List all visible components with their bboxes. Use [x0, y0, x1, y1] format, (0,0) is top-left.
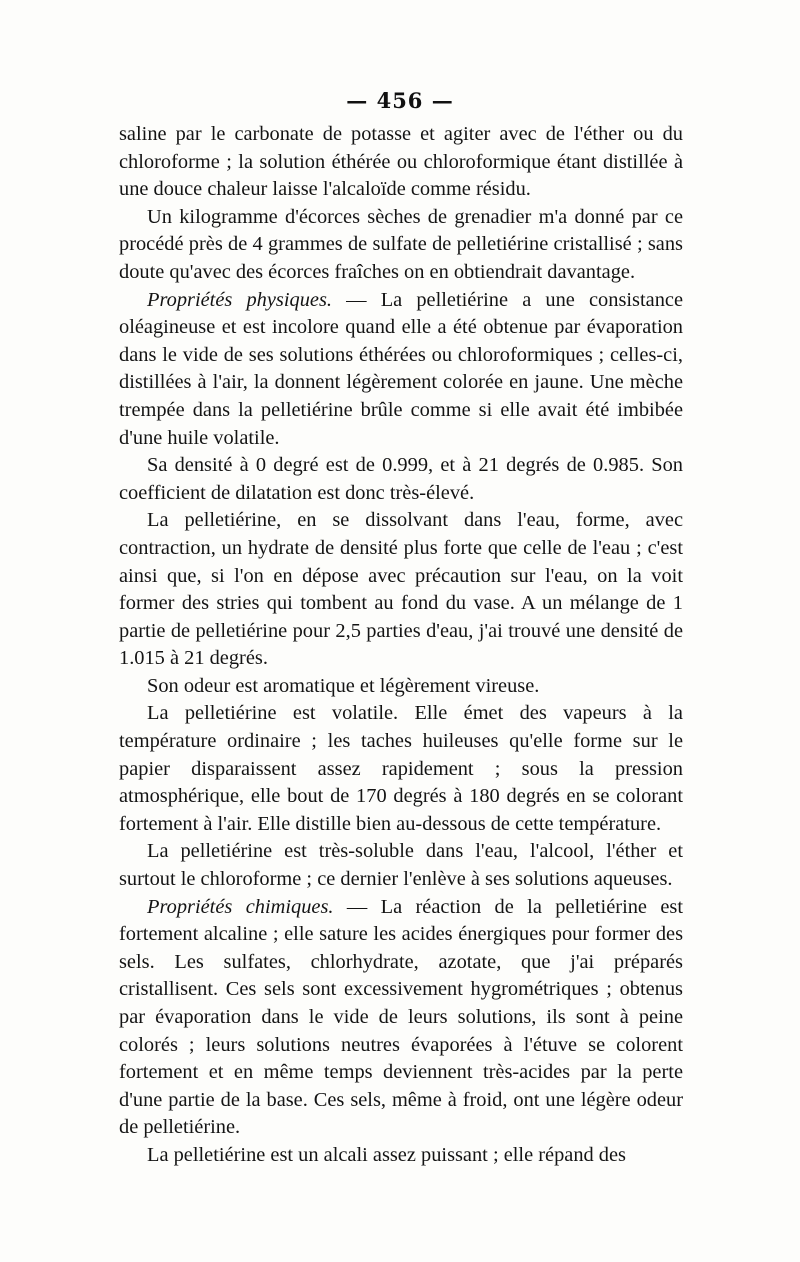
paragraph [119, 894, 683, 1142]
paragraph-text: Un kilogramme d'écorces sèches de grenadier m'a donné par ce procédé près de 4 grammes de sulfate de pelletiérine cristallisé ; sans doute qu'avec des écorces fraîches on en obtiendrait davantage. [119, 205, 683, 283]
section-heading-chemical-properties: Propriétés chimiques. [147, 895, 334, 918]
section-heading-physical-properties: Propriétés physiques. [147, 288, 332, 311]
paragraph [119, 287, 683, 453]
paragraph-text: La pelletiérine est très-soluble dans l'eau, l'alcool, l'éther et surtout le chloroforme ; ce dernier l'enlève à ses solutions aqueuses. [119, 840, 683, 891]
paragraph-text: Sa densité à 0 degré est de 0.999, et à 21 degrés de 0.985. Son coefficient de dilatation est donc très-élevé. [119, 454, 683, 504]
paragraph-text: La pelletiérine est un alcali assez puissant ; elle répand des [147, 1143, 626, 1166]
paragraph [119, 452, 683, 507]
paragraph-text: — La pelletiérine a une consistance oléagineuse et est incolore quand elle a été obtenue par évaporation dans le vide de ses solutions éthérées ou chloroformiques ; celles-ci, distillées à l'air, la donnent légèrement colorée en jaune. Une mèche trempée dans la pelletiérine brûle comme si elle avait été imbibée d'une huile volatile. [119, 288, 683, 449]
paragraph [119, 507, 683, 673]
paragraph-text: La pelletiérine, en se dissolvant dans l'eau, forme, avec contraction, un hydrate de densité plus forte que celle de l'eau ; c'est ainsi que, si l'on en dépose avec précaution sur l'eau, on la voit former des stries qui tombent au fond du vase. A un mélange de 1 partie de pelletiérine pour 2,5 parties d'eau, j'ai trouvé une densité de 1.015 à 21 degrés. [119, 509, 683, 670]
paragraph-text: La pelletiérine est volatile. Elle émet des vapeurs à la température ordinaire ; les taches huileuses qu'elle forme sur le papier disparaissent assez rapidement ; sous la pression atmosphérique, elle bout de 170 degrés à 180 degrés en se colorant fortement à l'air. Elle distille bien au-dessous de cette température. [119, 702, 683, 835]
paragraph-text: Son odeur est aromatique et légèrement vireuse. [147, 674, 540, 697]
paragraph [119, 673, 683, 701]
paragraph-text: — La réaction de la pelletiérine est fortement alcaline ; elle sature les acides énergiques pour former des sels. Les sulfates, chlorhydrate, azotate, que j'ai préparés cristallisent. Ces sels sont excessivement hygrométriques ; obtenus par évaporation dans le vide de leurs solutions, ils sont à peine colorés ; leurs solutions neutres évaporées à l'étuve se colorent fortement et en même temps deviennent très-acides par la perte d'une partie de la base. Ces sels, même à froid, ont une légère odeur de pelletiérine. [119, 895, 684, 1139]
paragraph [119, 838, 683, 893]
paragraph [119, 1142, 683, 1170]
page-number: — 456 — [346, 88, 454, 113]
paragraph [119, 700, 683, 838]
body-text [119, 121, 683, 1170]
paragraph [119, 204, 683, 287]
paragraph-text: saline par le carbonate de potasse et agiter avec de l'éther ou du chloroforme ; la solution éthérée ou chloroformique étant distillée à une douce chaleur laisse l'alcaloïde comme résidu. [119, 123, 683, 201]
paragraph [119, 121, 683, 204]
